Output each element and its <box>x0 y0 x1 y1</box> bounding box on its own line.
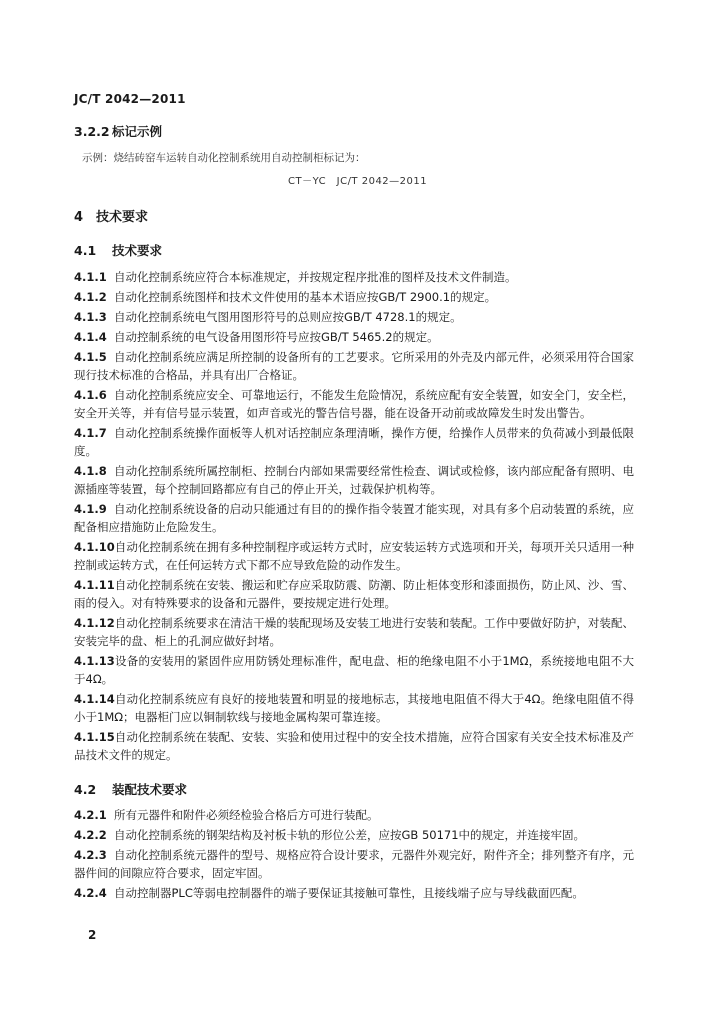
clause-number: 4.2.3 <box>74 848 107 862</box>
clause-item <box>74 308 634 326</box>
clause-text: 自动化控制系统电气图用图形符号的总则应按GB/T 4728.1的规定。 <box>114 310 462 324</box>
clause-item <box>74 690 634 726</box>
clause-number: 4.1.11 <box>74 578 115 592</box>
section-4-2-heading <box>74 780 187 798</box>
section-4-1-heading <box>74 241 162 259</box>
page-number: 2 <box>88 928 97 942</box>
clause-number: 4.1.5 <box>74 350 107 364</box>
clause-item <box>74 462 634 498</box>
clause-number: 4.1.10 <box>74 540 115 554</box>
clause-number: 4.1.8 <box>74 464 107 478</box>
example-text: 示例：烧结砖窑车运转自动化控制系统用自动控制柜标记为： <box>82 152 366 164</box>
clause-number: 4.1.12 <box>74 616 115 630</box>
clause-number: 4.1.13 <box>74 654 115 668</box>
clause-item <box>74 846 634 882</box>
section-title: 技术要求 <box>112 243 163 258</box>
clause-text: 自动化控制系统的钢架结构及衬板卡轨的形位公差，应按GB 50171中的规定，并连接牢固。 <box>114 828 586 842</box>
clause-number: 4.1.7 <box>74 426 107 440</box>
clause-text: 自动控制系统的电气设备用图形符号应按GB/T 5465.2的规定。 <box>114 330 439 344</box>
clause-number: 4.1.1 <box>74 270 107 284</box>
clause-number: 4.1.15 <box>74 730 115 744</box>
clause-item <box>74 424 634 460</box>
section-4-1-items <box>74 268 634 766</box>
section-title: 标记示例 <box>112 124 163 139</box>
section-3-2-2-heading <box>74 122 162 140</box>
section-number: 4 <box>74 210 84 225</box>
clause-text: 自动化控制系统应安全、可靠地运行，不能发生危险情况，系统应配有安全装置，如安全门，安全栏，安全开关等，并有信号显示装置，如声音或光的警告信号器，能在设备开动前或故障发生时发出警告。 <box>74 388 634 420</box>
clause-text: 所有元器件和附件必须经检验合格后方可进行装配。 <box>114 808 379 822</box>
clause-item <box>74 348 634 384</box>
clause-text: 自动化控制系统应符合本标准规定，并按规定程序批准的图样及技术文件制造。 <box>114 270 517 284</box>
clause-item <box>74 268 634 286</box>
clause-text: 设备的安装用的紧固件应用防锈处理标准件，配电盘、柜的绝缘电阻不小于1MΩ，系统接地电阻不大于4Ω。 <box>74 654 634 686</box>
clause-item <box>74 500 634 536</box>
clause-text: 自动化控制系统应满足所控制的设备所有的工艺要求。它所采用的外壳及内部元件，必须采用符合国家现行技术标准的合格品，并具有出厂合格证。 <box>74 350 634 382</box>
section-title: 装配技术要求 <box>112 782 188 797</box>
clause-number: 4.1.6 <box>74 388 107 402</box>
clause-number: 4.1.4 <box>74 330 107 344</box>
clause-item <box>74 328 634 346</box>
clause-text: 自动化控制系统所属控制柜、控制台内部如果需要经常性检查、调试或检修，该内部应配备有照明、电源插座等装置，每个控制回路都应有自己的停止开关，过载保护机构等。 <box>74 464 634 496</box>
clause-number: 4.1.14 <box>74 692 115 706</box>
clause-item <box>74 826 634 844</box>
clause-item <box>74 806 634 824</box>
section-4-heading <box>74 206 148 225</box>
clause-item <box>74 652 634 688</box>
clause-number: 4.2.4 <box>74 886 107 900</box>
clause-text: 自动化控制系统设备的启动只能通过有目的的操作指令装置才能实现，对具有多个启动装置的系统，应配备相应措施防止危险发生。 <box>74 502 634 534</box>
clause-number: 4.1.9 <box>74 502 107 516</box>
section-number: 3.2.2 <box>74 124 110 139</box>
clause-item <box>74 728 634 764</box>
clause-item <box>74 538 634 574</box>
clause-text: 自动控制器PLC等弱电控制器件的端子要保证其接触可靠性，且接线端子应与导线截面匹配。 <box>114 886 584 900</box>
clause-text: 自动化控制系统在装配、安装、实验和使用过程中的安全技术措施，应符合国家有关安全技术标准及产品技术文件的规定。 <box>74 730 634 762</box>
clause-text: 自动化控制系统图样和技术文件使用的基本术语应按GB/T 2900.1的规定。 <box>114 290 497 304</box>
clause-text: 自动化控制系统在拥有多种控制程序或运转方式时，应安装运转方式选项和开关，每项开关只适用一种控制或运转方式，在任何运转方式下都不应导致危险的动作发生。 <box>74 540 634 572</box>
clause-number: 4.1.3 <box>74 310 107 324</box>
clause-text: 自动化控制系统操作面板等人机对话控制应条理清晰，操作方便，给操作人员带来的负荷减小到最低限度。 <box>74 426 634 458</box>
clause-item <box>74 386 634 422</box>
clause-item <box>74 884 634 902</box>
clause-text: 自动化控制系统元器件的型号、规格应符合设计要求，元器件外观完好，附件齐全；排列整齐有序，元器件间的间隙应符合要求，固定牢固。 <box>74 848 634 880</box>
clause-number: 4.1.2 <box>74 290 107 304</box>
section-number: 4.2 <box>74 782 97 797</box>
clause-item <box>74 576 634 612</box>
section-title: 技术要求 <box>96 210 149 225</box>
example-marking-code: CT－YC JC/T 2042—2011 <box>288 176 428 187</box>
clause-text: 自动化控制系统应有良好的接地装置和明显的接地标志，其接地电阻值不得大于4Ω。绝缘电阻值不得小于1MΩ；电器柜门应以铜制软线与接地金属构架可靠连接。 <box>74 692 634 724</box>
clause-number: 4.2.1 <box>74 808 107 822</box>
section-number: 4.1 <box>74 243 97 258</box>
clause-number: 4.2.2 <box>74 828 107 842</box>
section-4-2-items <box>74 806 634 904</box>
clause-item <box>74 614 634 650</box>
standard-code-header: JC/T 2042—2011 <box>74 92 186 106</box>
clause-text: 自动化控制系统要求在清洁干燥的装配现场及安装工地进行安装和装配。工作中要做好防护，对装配、安装完毕的盘、柜上的孔洞应做好封堵。 <box>74 616 634 648</box>
clause-text: 自动化控制系统在安装、搬运和贮存应采取防震、防潮、防止柜体变形和漆面损伤，防止风、沙、雪、雨的侵入。对有特殊要求的设备和元器件，要按规定进行处理。 <box>74 578 634 610</box>
clause-item <box>74 288 634 306</box>
